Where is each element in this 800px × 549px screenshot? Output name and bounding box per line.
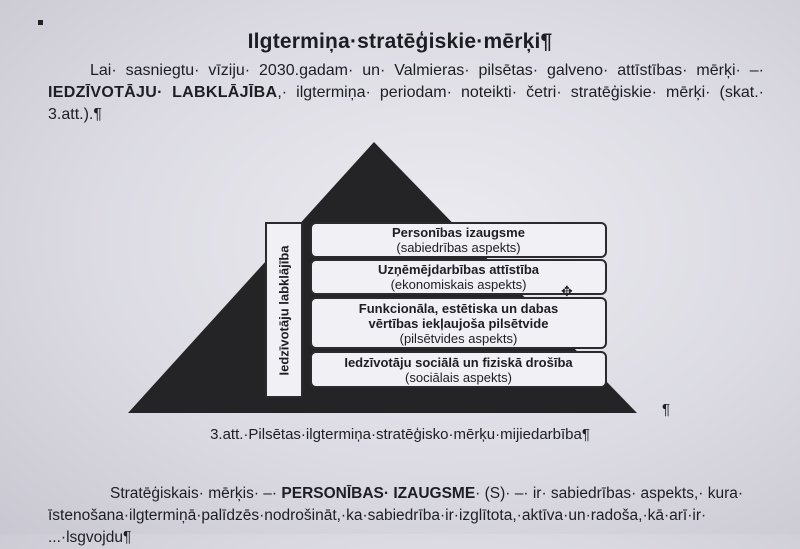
tier-title: Funkcionāla, estētiska un dabas xyxy=(358,300,559,316)
move-cursor-icon: ✥ xyxy=(561,283,573,299)
page-heading: Ilgtermiņa·stratēģiskie·mērķi¶ xyxy=(247,30,553,53)
tier-subtitle: (pilsētvides aspekts) xyxy=(399,330,518,346)
bottom-paragraph xyxy=(48,483,788,549)
tier-title: Iedzīvotāju sociālā un fiziskā drošība xyxy=(344,354,573,370)
tier-social-safety xyxy=(310,351,607,388)
tier-personal-growth xyxy=(310,222,607,258)
tier-subtitle: (sabiedrības aspekts) xyxy=(396,240,521,255)
figure-caption: 3.att.·Pilsētas·ilgtermiņa·stratēģisko·mērķu·mijiedarbība¶ xyxy=(210,426,590,443)
figure-pilcrow: ¶ xyxy=(662,401,671,418)
tier-urban-environment xyxy=(310,297,607,349)
bottom-text-after: · (S)· –· ir· sabiedrības· aspekts,· kura· īstenošana·ilgtermiņā·palīdzēs·nodrošināt,·ka·sabiedrība·ir·izglītota,·aktīva·un·radoša,·kā·arī·ir· ...·lsgvojdu¶ xyxy=(48,485,744,546)
intro-text-before: Lai· sasniegtu· vīziju· 2030.gadam· un· Valmieras· pilsētas· galveno· attīstības· mērķi· –· xyxy=(90,62,764,79)
bottom-text-before: Stratēģiskais· mērķis· –· xyxy=(110,485,282,502)
bottom-bold: PERSONĪBAS· IZAUGSME xyxy=(281,485,476,502)
tier-title: Uzņēmējdarbības attīstība xyxy=(377,262,540,277)
tier-subtitle: (sociālais aspekts) xyxy=(405,369,512,385)
tier-subtitle: (ekonomiskais aspekts) xyxy=(390,277,527,292)
intro-text-after: ,· ilgtermiņa· periodam· noteikti· četri· stratēģiskie· mērķi· (skat.· 3.att.).¶ xyxy=(48,84,764,123)
side-label-text: Iedzīvotāju labklājība xyxy=(276,244,292,376)
tier-title-line2: vērtības iekļaujoša pilsētvide xyxy=(368,315,549,331)
tier-title: Personības izaugsme xyxy=(392,225,525,240)
side-label-box xyxy=(265,222,303,398)
intro-bold: IEDZĪVOTĀJU· LABKLĀJĪBA xyxy=(48,84,278,101)
